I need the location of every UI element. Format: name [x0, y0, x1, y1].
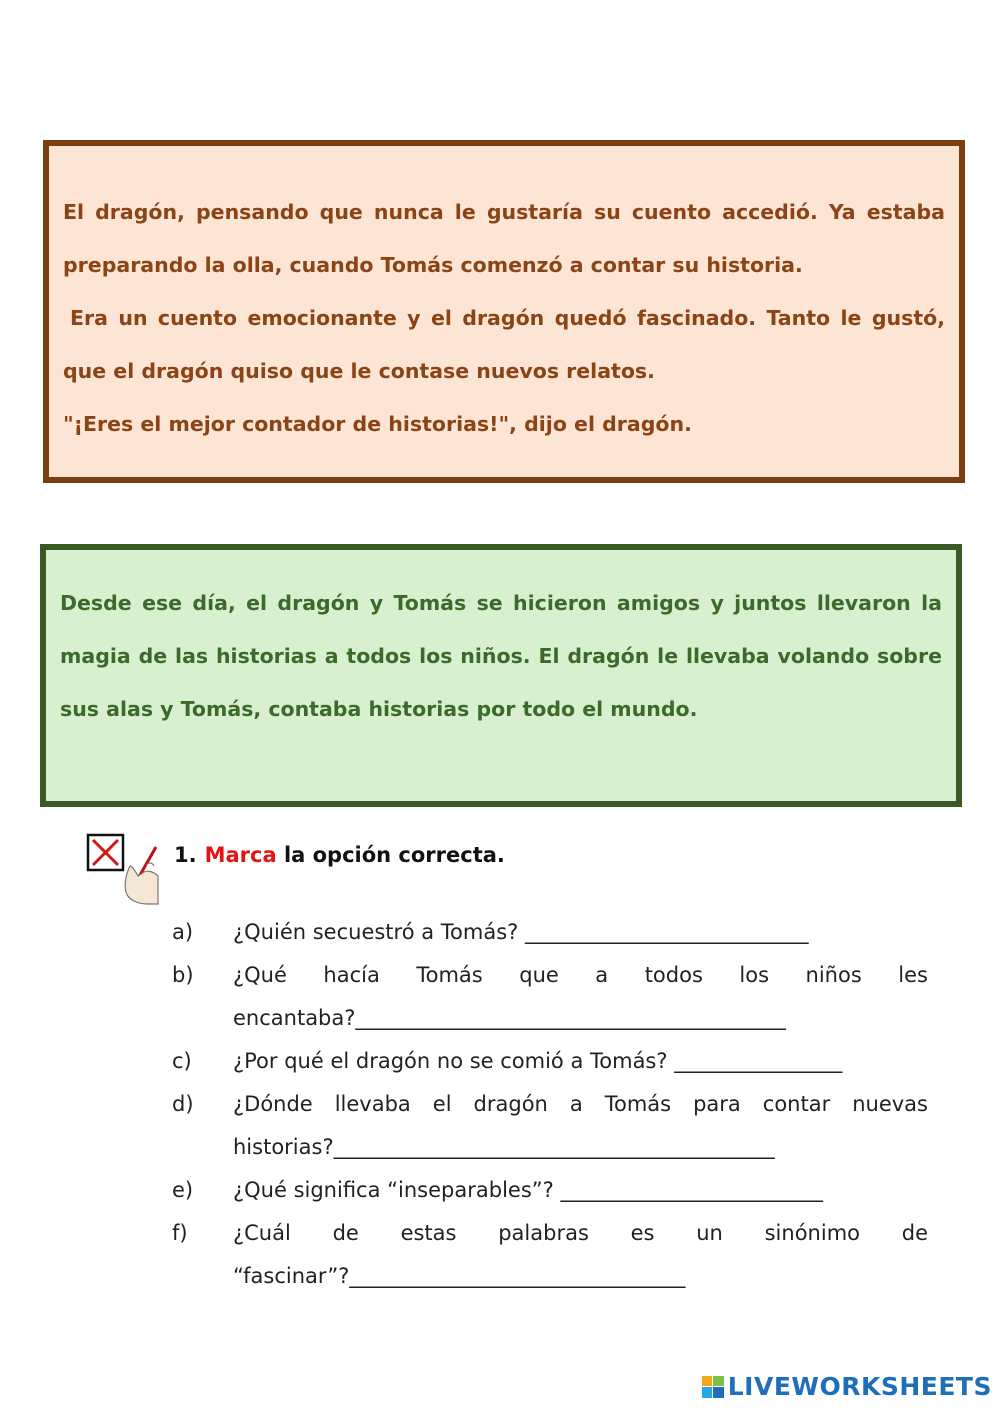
question-text: ¿Quién secuestró a Tomás? ___________________________ — [233, 920, 809, 944]
question-text: ¿Por qué el dragón no se comió a Tomás? ________________ — [233, 1049, 843, 1073]
question-letter: e) — [172, 1178, 194, 1202]
question-item[interactable] — [172, 1212, 928, 1298]
liveworksheets-logo-icon — [702, 1376, 724, 1398]
story-paragraph: Era un cuento emocionante y el dragón quedó fascinado. Tanto le gustó, que el dragón quiso que le contase nuevos relatos. — [63, 306, 945, 383]
task-verb: Marca — [204, 843, 277, 867]
story-paragraph: "¡Eres el mejor contador de historias!", dijo el dragón. — [63, 412, 692, 436]
question-text-continued: historias?__________________________________________ — [233, 1135, 775, 1159]
liveworksheets-logo[interactable] — [702, 1372, 992, 1401]
question-letter: b) — [172, 963, 194, 987]
task-instruction: la opción correcta. — [283, 843, 505, 867]
task-heading — [174, 843, 505, 867]
question-letter: c) — [172, 1049, 192, 1073]
logo-text: LIVEWORKSHEETS — [727, 1372, 992, 1401]
question-letter: f) — [172, 1221, 188, 1245]
question-text: ¿Qué significa “inseparables”? _________________________ — [233, 1178, 823, 1202]
question-item[interactable] — [172, 1040, 928, 1083]
story-box-2 — [40, 544, 962, 807]
question-text-continued: encantaba?_________________________________________ — [233, 1006, 786, 1030]
question-text-continued: “fascinar”?________________________________ — [233, 1264, 686, 1288]
question-item[interactable] — [172, 911, 928, 954]
question-text: ¿Cuál de estas palabras es un sinónimo de — [233, 1221, 928, 1245]
question-list — [172, 911, 928, 1298]
question-letter: a) — [172, 920, 194, 944]
story-paragraph: Desde ese día, el dragón y Tomás se hicieron amigos y juntos llevaron la magia de las historias a todos los niños. El dragón le llevaba volando sobre sus alas y Tomás, contaba historias por todo el mundo. — [60, 591, 942, 721]
checkbox-mark-icon — [86, 832, 160, 906]
task-number: 1. — [174, 843, 197, 867]
question-item[interactable] — [172, 1169, 928, 1212]
story-box-1 — [43, 140, 965, 483]
question-item[interactable] — [172, 954, 928, 1040]
story-paragraph: El dragón, pensando que nunca le gustaría su cuento accedió. Ya estaba preparando la olla, cuando Tomás comenzó a contar su historia. — [63, 200, 945, 277]
question-letter: d) — [172, 1092, 194, 1116]
question-text: ¿Qué hacía Tomás que a todos los niños les — [233, 963, 928, 987]
question-text: ¿Dónde llevaba el dragón a Tomás para contar nuevas — [233, 1092, 928, 1116]
question-item[interactable] — [172, 1083, 928, 1169]
